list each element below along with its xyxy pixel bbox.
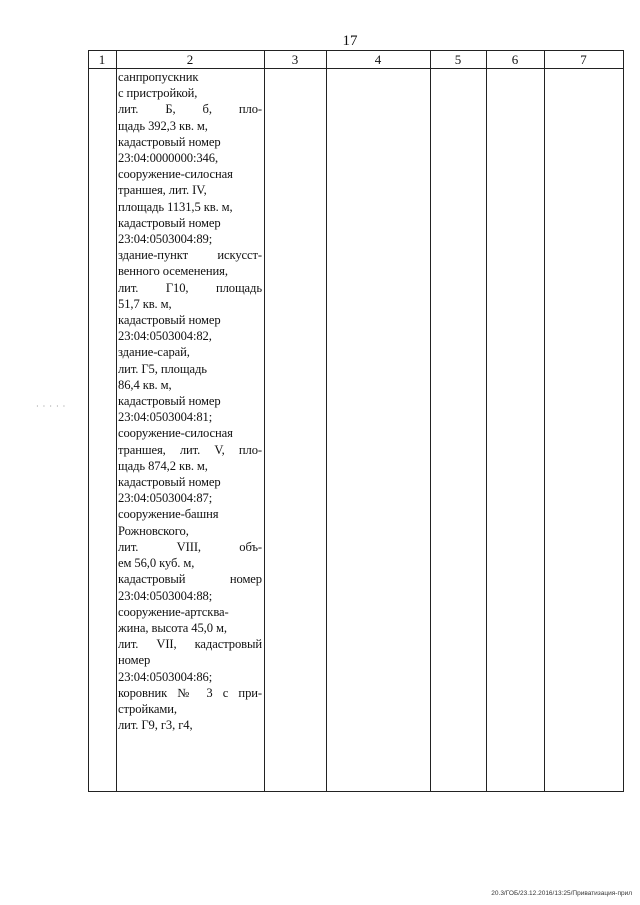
cell-text-line: траншея, лит. V, пло- (118, 442, 262, 457)
cell-text-line: сооружение-силосная (118, 426, 233, 441)
cell-text-line: 23:04:0503004:88; (118, 588, 213, 603)
cell-text-line: 23:04:0503004:86; (118, 669, 213, 684)
cell-text-line: кадастровый номер (118, 313, 221, 328)
page-number: 17 (342, 33, 358, 49)
cell-text-line: лит. VII, кадастровый (118, 637, 262, 652)
cell-text-line: 23:04:0503004:87; (118, 491, 213, 506)
cell-text-line: стройками, (118, 701, 177, 716)
column-header-1: 1 (98, 52, 106, 67)
cell-text-line: 51,7 кв. м, (118, 296, 172, 311)
cell-text-line: здание-сарай, (118, 345, 190, 360)
cell-text-line: с пристройкой, (118, 86, 198, 101)
margin-mark: · · · · · (36, 402, 67, 411)
cell-text-line: кадастровый номер (118, 134, 221, 149)
cell-text-line: санпропускник (118, 70, 199, 84)
column-header-3: 3 (291, 52, 299, 67)
cell-text-line: 23:04:0000000:346, (118, 151, 219, 166)
cell-text-line: 23:04:0503004:82, (118, 329, 212, 344)
cell-text-line: кадастровый номер (118, 215, 221, 230)
column-header-2: 2 (186, 52, 194, 67)
property-table (88, 50, 624, 792)
cell-text-line: венного осеменения, (118, 264, 228, 279)
cell-text-line: 86,4 кв. м, (118, 377, 172, 392)
cell-text-line: 23:04:0503004:81; (118, 410, 213, 425)
cell-text-line: щадь 874,2 кв. м, (118, 458, 208, 473)
cell-text-line: лит. Б, б, пло- (118, 102, 262, 117)
cell-text-line: сооружение-башня (118, 507, 219, 522)
cell-text-line: жина, высота 45,0 м, (118, 620, 227, 635)
cell-text-line: коровник № 3 с при- (118, 685, 262, 700)
column-header-5: 5 (454, 52, 462, 67)
cell-text-line: ем 56,0 куб. м, (118, 556, 195, 571)
column-header-6: 6 (511, 52, 519, 67)
cell-text-line: сооружение-артсква- (118, 604, 229, 619)
cell-text-line: лит. Г10, площадь (118, 280, 262, 295)
column-2-cell-text (118, 69, 262, 733)
cell-text-line: здание-пункт искусст- (118, 248, 262, 263)
cell-text-line: Рожновского, (118, 523, 189, 538)
cell-text-line: номер (118, 653, 151, 668)
footer-stamp: 20.3/ГОБ/23.12.2016/13:25/Приватизация-прил (491, 890, 632, 897)
cell-text-line: кадастровый номер (118, 475, 221, 490)
cell-text-line: кадастровый номер (118, 572, 262, 587)
cell-text-line: сооружение-силосная (118, 167, 233, 182)
cell-text-line: лит. Г9, г3, г4, (118, 718, 193, 733)
cell-text-line: кадастровый номер (118, 394, 221, 409)
cell-text-line: щадь 392,3 кв. м, (118, 118, 208, 133)
cell-text-line: 23:04:0503004:89; (118, 232, 213, 247)
column-header-4: 4 (374, 52, 382, 67)
cell-text-line: лит. Г5, площадь (118, 361, 207, 376)
cell-text-line: лит. VIII, объ- (118, 539, 262, 554)
column-header-7: 7 (580, 52, 587, 67)
cell-text-line: площадь 1131,5 кв. м, (118, 199, 233, 214)
cell-text-line: траншея, лит. IV, (118, 183, 207, 198)
